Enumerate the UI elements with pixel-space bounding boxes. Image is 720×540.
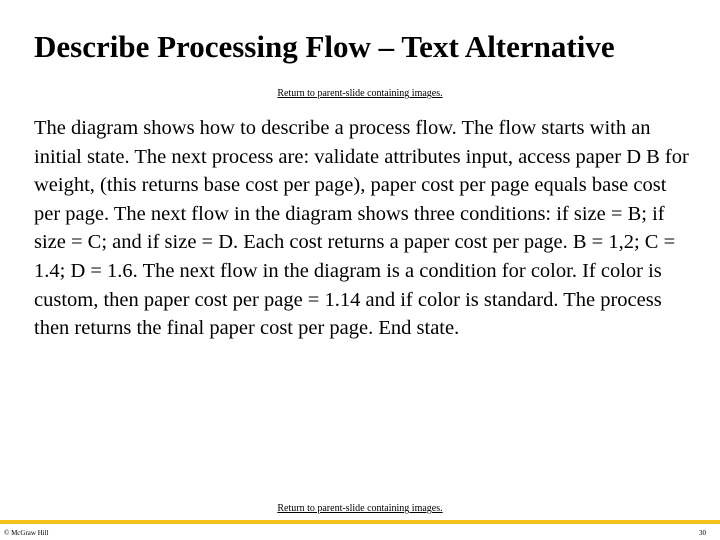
return-to-parent-link-bottom[interactable]: Return to parent-slide containing images. [277, 503, 443, 514]
slide-title: Describe Processing Flow – Text Alternative [34, 29, 615, 64]
text-alternative-body: The diagram shows how to describe a process flow. The flow starts with an initial state. The next process are: validate attributes input, access paper D B for weight, (this returns base cost per page), paper cost per page equals base cost per page. The next flow in the diagram shows three conditions: if size = B; if size = C; and if size = D. Each cost returns a paper cost per page. B = 1,2; C = 1.4; D = 1.6. The next flow in the diagram is a condition for color. If color is custom, then paper cost per page = 1.14 and if color is standard. The process then returns the final paper cost per page. End state. [34, 117, 689, 340]
return-to-parent-link-top[interactable]: Return to parent-slide containing images. [277, 88, 443, 99]
copyright-text: © McGraw Hill [4, 529, 49, 537]
return-link-bottom-container [0, 503, 720, 515]
return-link-top-container [0, 88, 720, 100]
page-number: 30 [699, 529, 706, 537]
footer-divider [0, 520, 720, 524]
